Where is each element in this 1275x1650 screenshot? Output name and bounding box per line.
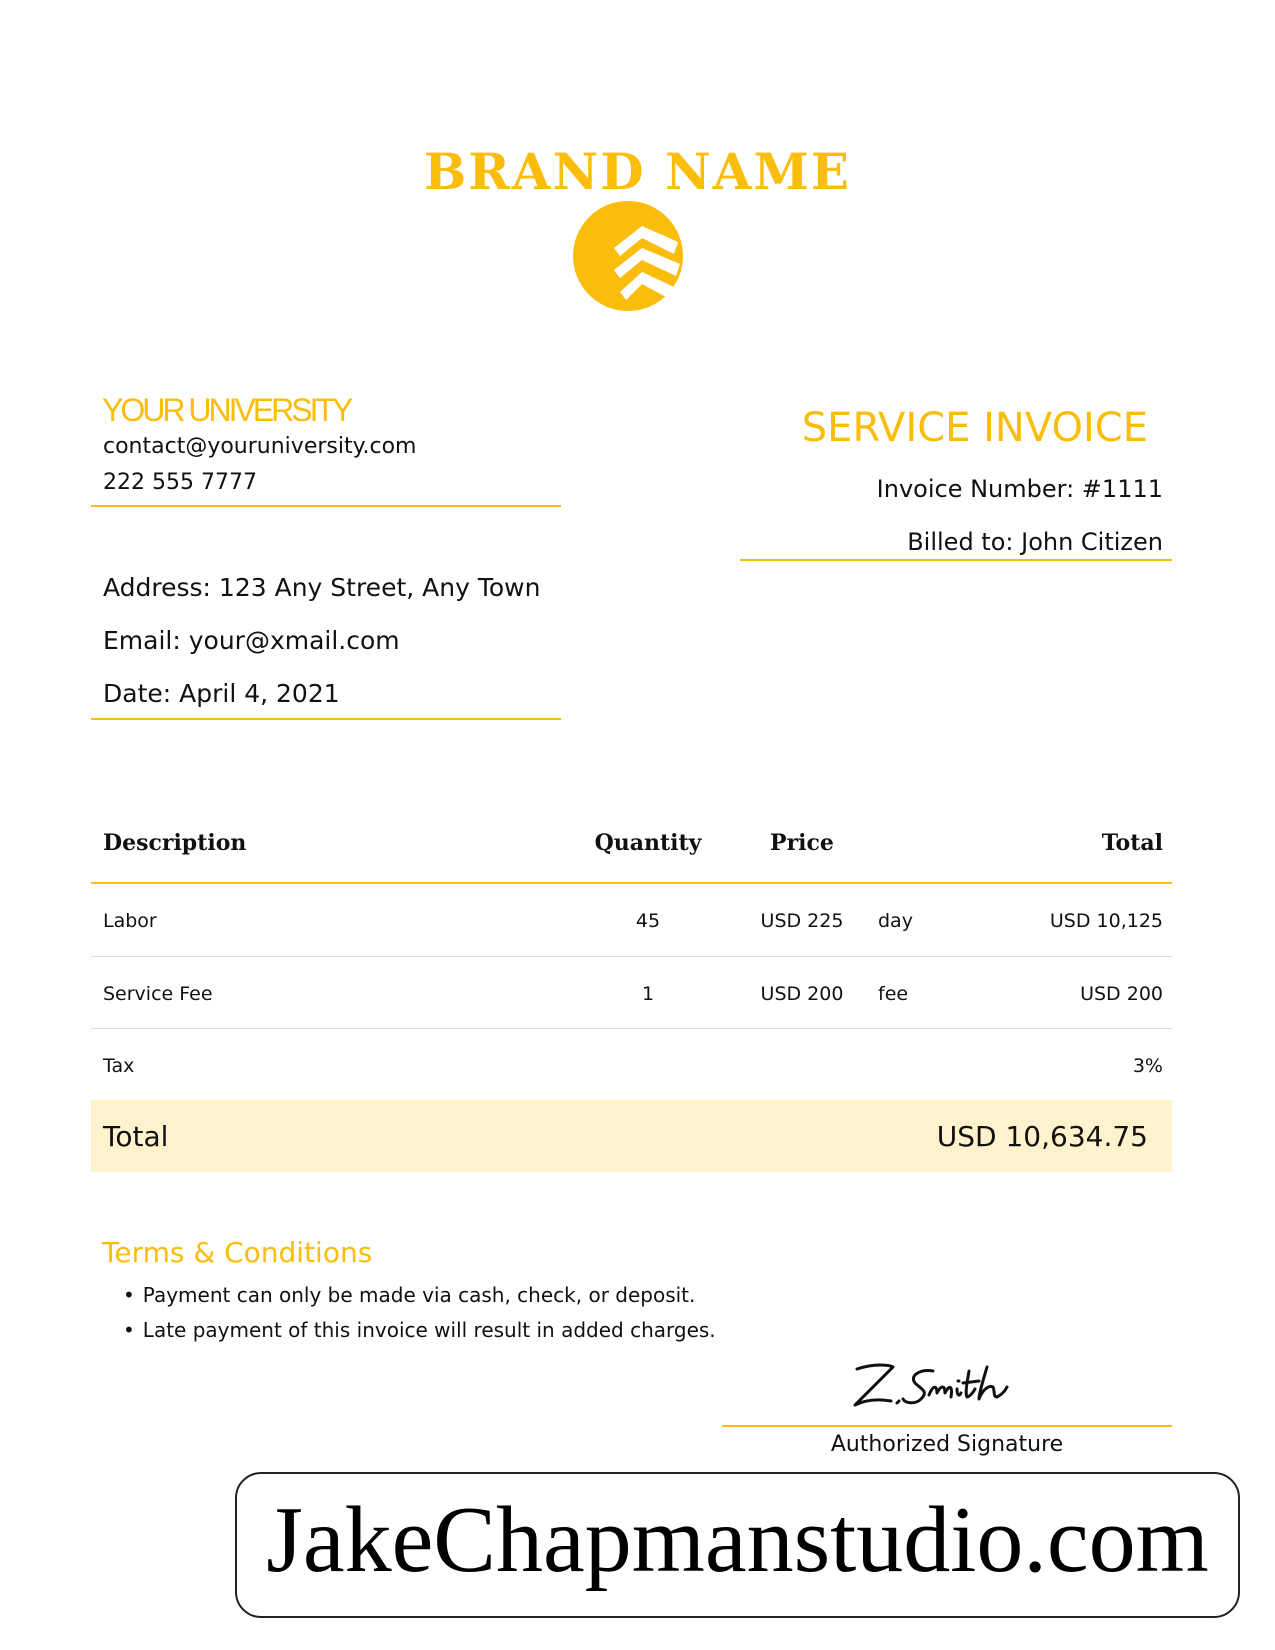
university-phone: 222 555 7777 bbox=[103, 470, 257, 495]
grand-total-label: Total bbox=[103, 1120, 169, 1153]
billed-to: Billed to: John Citizen bbox=[907, 528, 1163, 556]
date-line: Date: April 4, 2021 bbox=[103, 679, 340, 708]
header-total: Total bbox=[1101, 830, 1163, 856]
terms-title: Terms & Conditions bbox=[102, 1236, 373, 1269]
row-price: USD 225 bbox=[760, 910, 844, 932]
signature-line bbox=[722, 1425, 1172, 1427]
invoice-title: SERVICE INVOICE bbox=[801, 405, 1148, 451]
row-unit: day bbox=[878, 910, 913, 932]
university-email: contact@youruniversity.com bbox=[103, 434, 417, 459]
row-quantity: 45 bbox=[635, 910, 661, 932]
grand-total-value: USD 10,634.75 bbox=[936, 1120, 1148, 1153]
brand-name: BRAND NAME bbox=[423, 142, 852, 201]
row-total: 3% bbox=[1132, 1055, 1163, 1077]
address-line: Address: 123 Any Street, Any Town bbox=[103, 573, 541, 602]
row-description: Service Fee bbox=[103, 983, 213, 1005]
row-price: USD 200 bbox=[760, 983, 844, 1005]
university-divider bbox=[91, 505, 561, 507]
row-quantity: 1 bbox=[641, 983, 655, 1005]
address-divider bbox=[91, 718, 561, 720]
invoice-number: Invoice Number: #1111 bbox=[876, 475, 1163, 503]
header-description: Description bbox=[103, 830, 247, 856]
row-total: USD 10,125 bbox=[1049, 910, 1163, 932]
brand-logo-icon bbox=[570, 198, 686, 314]
handwritten-signature bbox=[845, 1355, 1045, 1415]
row-divider bbox=[91, 956, 1172, 957]
watermark-text: JakeChapmanstudio.com bbox=[266, 1488, 1209, 1592]
bullet-icon: • bbox=[123, 1318, 135, 1342]
header-quantity: Quantity bbox=[594, 830, 702, 856]
bullet-icon: • bbox=[123, 1283, 135, 1307]
row-total: USD 200 bbox=[1080, 983, 1163, 1005]
terms-list bbox=[123, 1280, 716, 1350]
signature-label: Authorized Signature bbox=[830, 1432, 1064, 1457]
email-line: Email: your@xmail.com bbox=[103, 626, 400, 655]
header-price: Price bbox=[770, 830, 834, 856]
terms-item bbox=[123, 1280, 716, 1315]
row-unit: fee bbox=[878, 983, 909, 1005]
row-description: Labor bbox=[103, 910, 157, 932]
invoice-divider bbox=[740, 559, 1172, 561]
university-name: YOUR UNIVERSITY bbox=[102, 392, 351, 428]
terms-item bbox=[123, 1315, 716, 1350]
terms-item-text: Payment can only be made via cash, check, or deposit. bbox=[142, 1283, 696, 1307]
row-divider bbox=[91, 1028, 1172, 1029]
terms-item-text: Late payment of this invoice will result in added charges. bbox=[142, 1318, 716, 1342]
row-description: Tax bbox=[103, 1055, 135, 1077]
table-header-divider bbox=[91, 882, 1172, 884]
